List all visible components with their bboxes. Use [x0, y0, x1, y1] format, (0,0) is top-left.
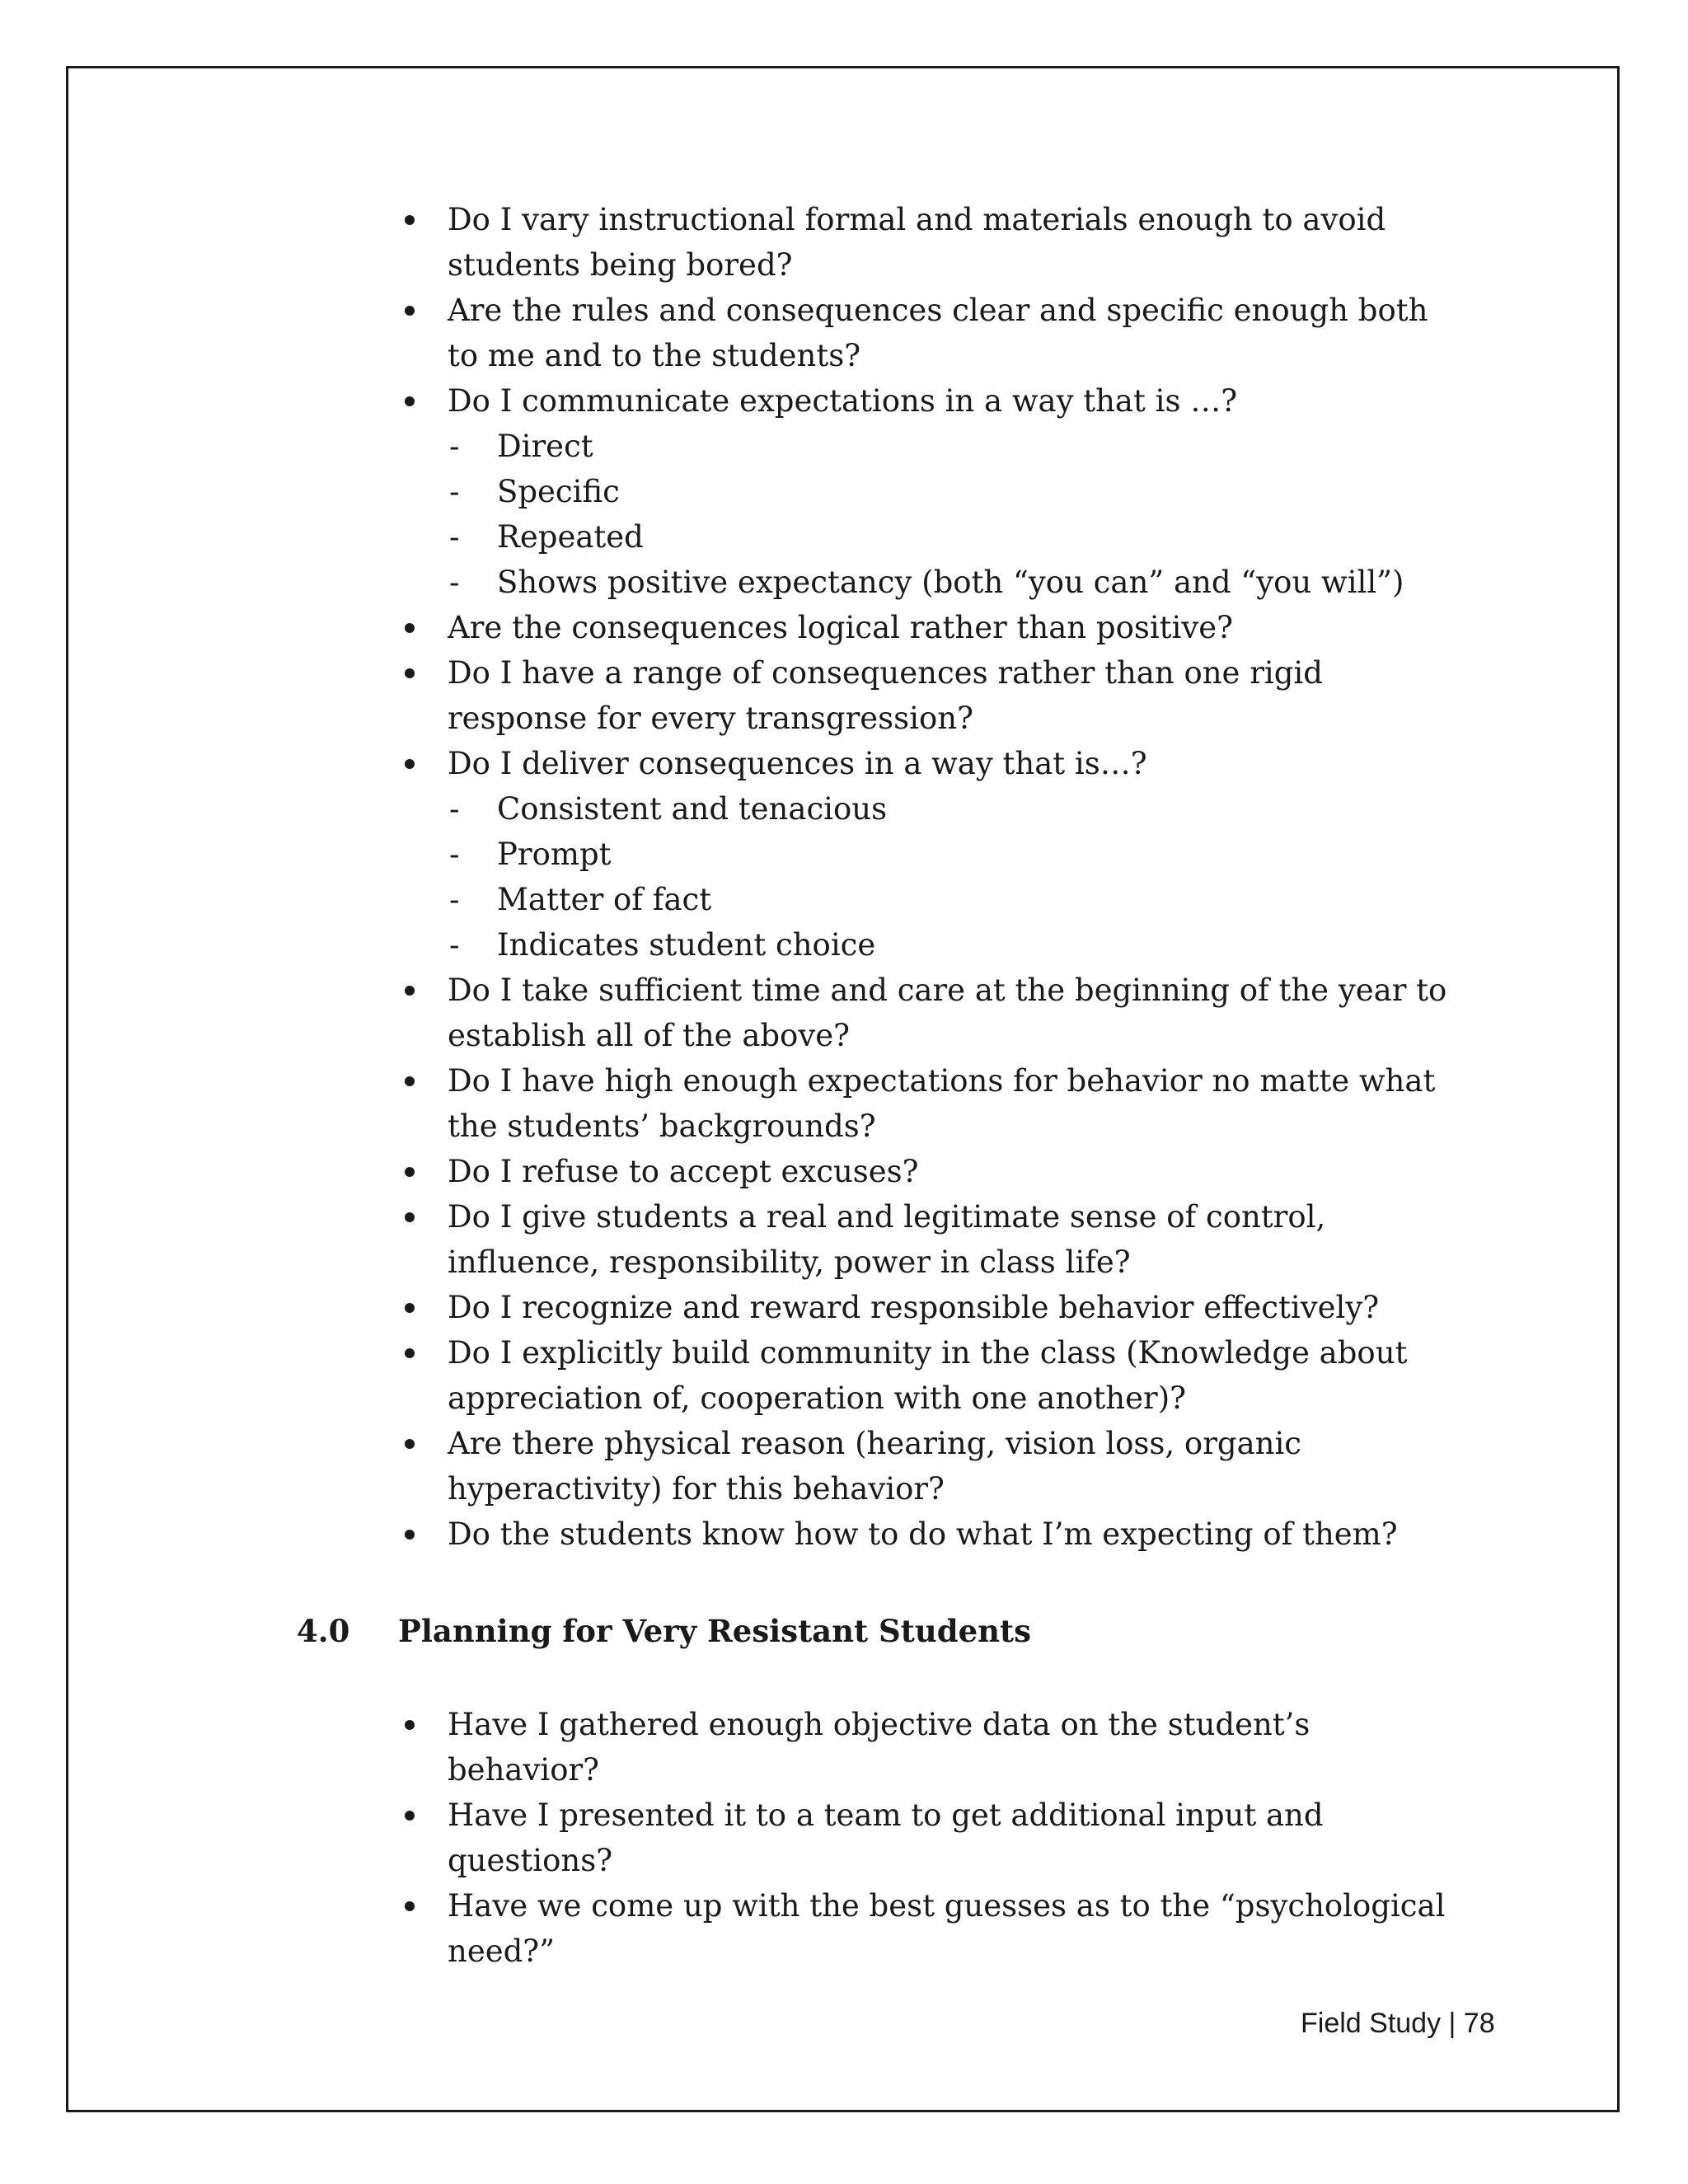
list-item-line	[0, 1929, 1688, 1974]
bullet-icon	[401, 378, 418, 424]
resistant-students-checklist	[0, 1702, 1688, 1974]
list-item-line	[0, 1285, 1688, 1330]
checklist-section	[0, 197, 1688, 1557]
list-item-line	[0, 1013, 1688, 1058]
list-item-text: Are the rules and consequences clear and specific enough both	[448, 293, 1428, 328]
dash-marker: -	[449, 927, 460, 963]
list-item	[0, 1149, 1688, 1194]
list-item-text: Do I give students a real and legitimate sense of control,	[448, 1199, 1326, 1235]
sub-list-item	[0, 560, 1688, 605]
bullet-icon	[401, 1194, 418, 1240]
list-item-text: the students’ backgrounds?	[448, 1108, 876, 1144]
bullet-icon	[401, 1421, 418, 1466]
list-item-line	[0, 1702, 1688, 1747]
list-item-line	[0, 333, 1688, 378]
section-number: 4.0	[297, 1613, 350, 1649]
list-item-line	[0, 1793, 1688, 1838]
list-item-text: Do I have a range of consequences rather than one rigid	[448, 655, 1323, 691]
list-item-text: questions?	[448, 1843, 613, 1878]
dash-marker: -	[449, 519, 460, 555]
bullet-icon	[401, 1149, 418, 1194]
list-item-text: Do I have high enough expectations for behavior no matte what	[448, 1063, 1436, 1099]
list-item-text: Do I explicitly build community in the class (Knowledge about	[448, 1335, 1408, 1371]
list-item-text: Do I communicate expectations in a way that is …?	[448, 383, 1238, 419]
list-item-text: Have we come up with the best guesses as to the “psychological	[448, 1888, 1446, 1924]
list-item-line	[0, 696, 1688, 741]
list-item-line	[0, 1104, 1688, 1149]
list-item-text: Have I presented it to a team to get additional input and	[448, 1797, 1324, 1833]
sub-list-item	[0, 514, 1688, 560]
dash-marker: -	[449, 837, 460, 872]
bullet-icon	[401, 1511, 418, 1557]
sub-list-item-text: Matter of fact	[497, 882, 712, 917]
dash-marker: -	[449, 882, 460, 917]
sub-list-item	[0, 832, 1688, 877]
list-item	[0, 1330, 1688, 1421]
bullet-icon	[401, 1330, 418, 1376]
list-item	[0, 650, 1688, 741]
sub-list-item-text: Repeated	[497, 519, 644, 555]
list-item	[0, 968, 1688, 1058]
list-item-text: Are the consequences logical rather than positive?	[448, 610, 1234, 645]
list-item-text: students being bored?	[448, 247, 793, 283]
list-item-text: Do I vary instructional formal and materials enough to avoid	[448, 202, 1386, 237]
bullet-icon	[401, 650, 418, 696]
bullet-icon	[401, 741, 418, 786]
list-item-text: response for every transgression?	[448, 701, 973, 736]
list-item-line	[0, 1149, 1688, 1194]
list-item-line	[0, 1240, 1688, 1285]
dash-marker: -	[449, 791, 460, 827]
list-item-text: Do I refuse to accept excuses?	[448, 1154, 919, 1189]
list-item-line	[0, 1883, 1688, 1929]
list-item-line	[0, 1058, 1688, 1104]
list-item-line	[0, 1421, 1688, 1466]
list-item-line	[0, 378, 1688, 424]
list-item-line	[0, 1330, 1688, 1376]
list-item-line	[0, 968, 1688, 1013]
list-item-text: Have I gathered enough objective data on the student’s	[448, 1707, 1311, 1742]
list-item-line	[0, 1747, 1688, 1793]
list-item	[0, 197, 1688, 288]
bullet-icon	[401, 1883, 418, 1929]
list-item-line	[0, 1511, 1688, 1557]
list-item-text: Do I recognize and reward responsible behavior effectively?	[448, 1290, 1380, 1325]
list-item-text: establish all of the above?	[448, 1018, 850, 1053]
list-item-text: Do the students know how to do what I’m expecting of them?	[448, 1516, 1398, 1552]
list-item	[0, 288, 1688, 378]
list-item	[0, 1702, 1688, 1793]
list-item-text: Do I deliver consequences in a way that is…?	[448, 746, 1147, 781]
sub-list-item-text: Specific	[497, 474, 620, 509]
section-title: Planning for Very Resistant Students	[398, 1613, 1031, 1649]
sub-list-item	[0, 786, 1688, 832]
list-item-line	[0, 741, 1688, 786]
list-item	[0, 1793, 1688, 1883]
sub-list-item-text: Prompt	[497, 837, 612, 872]
sub-list-item-text: Direct	[497, 429, 593, 464]
list-item-line	[0, 1838, 1688, 1883]
sub-list-item	[0, 877, 1688, 922]
list-item	[0, 1285, 1688, 1330]
bullet-icon	[401, 1285, 418, 1330]
list-item-line	[0, 650, 1688, 696]
list-item	[0, 1421, 1688, 1511]
list-item	[0, 741, 1688, 786]
dash-marker: -	[449, 429, 460, 464]
sub-list-item	[0, 922, 1688, 968]
list-item-line	[0, 288, 1688, 333]
list-item-line	[0, 1466, 1688, 1511]
sub-list-item-text: Consistent and tenacious	[497, 791, 888, 827]
section-heading	[0, 1609, 1688, 1654]
list-item	[0, 1511, 1688, 1557]
list-item-text: behavior?	[448, 1752, 600, 1788]
list-item-line	[0, 605, 1688, 650]
list-item	[0, 605, 1688, 650]
list-item	[0, 1883, 1688, 1974]
list-item-line	[0, 197, 1688, 242]
list-item-text: hyperactivity) for this behavior?	[448, 1471, 945, 1507]
dash-marker: -	[449, 474, 460, 509]
list-item-line	[0, 242, 1688, 288]
list-item-text: influence, responsibility, power in class life?	[448, 1244, 1131, 1280]
list-item-line	[0, 1376, 1688, 1421]
bullet-icon	[401, 605, 418, 650]
list-item-text: appreciation of, cooperation with one another)?	[448, 1380, 1186, 1416]
sub-list-item	[0, 469, 1688, 514]
bullet-icon	[401, 968, 418, 1013]
bullet-icon	[401, 288, 418, 333]
list-item	[0, 1058, 1688, 1149]
list-item	[0, 1194, 1688, 1285]
list-item	[0, 378, 1688, 424]
sub-list-item-text: Indicates student choice	[497, 927, 876, 963]
list-item-text: need?”	[448, 1933, 556, 1969]
sub-list-item-text: Shows positive expectancy (both “you can” and “you will”)	[497, 565, 1404, 600]
list-item-text: Are there physical reason (hearing, vision loss, organic	[448, 1426, 1302, 1461]
bullet-icon	[401, 1702, 418, 1747]
dash-marker: -	[449, 565, 460, 600]
bullet-icon	[401, 1058, 418, 1104]
list-item-line	[0, 1194, 1688, 1240]
list-item-text: Do I take sufficient time and care at the beginning of the year to	[448, 972, 1447, 1008]
bullet-icon	[401, 1793, 418, 1838]
list-item-text: to me and to the students?	[448, 338, 861, 373]
bullet-icon	[401, 197, 418, 242]
sub-list-item	[0, 424, 1688, 469]
page-footer: Field Study | 78	[1301, 2008, 1495, 2039]
